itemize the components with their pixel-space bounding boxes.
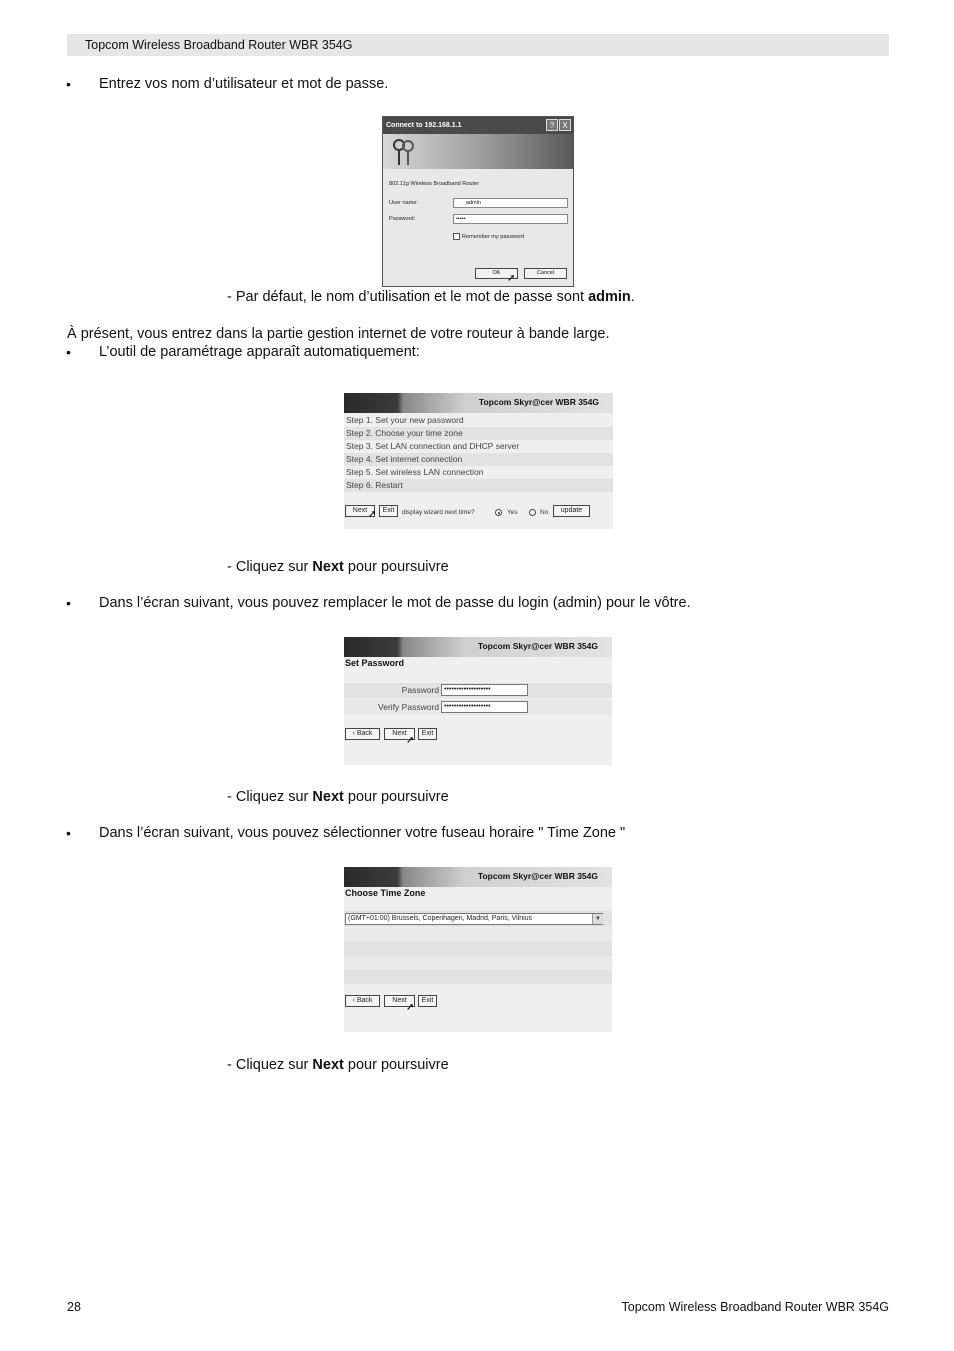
exit-button[interactable]: Exit xyxy=(418,728,437,740)
footer-title: Topcom Wireless Broadband Router WBR 354G xyxy=(621,1300,889,1314)
bullet-text-timezone: Dans l’écran suivant, vous pouvez sélectionner votre fuseau horaire " Time Zone " xyxy=(99,825,626,841)
ok-button[interactable]: OK xyxy=(475,268,518,279)
exit-button[interactable]: Exit xyxy=(379,505,398,517)
help-button[interactable]: ? xyxy=(546,119,558,131)
remember-checkbox[interactable] xyxy=(453,233,460,240)
wizard-step: Step 6. Restart xyxy=(344,479,613,492)
wizard-step: Step 3. Set LAN connection and DHCP server xyxy=(346,441,520,451)
remember-label: Remember my password xyxy=(462,234,525,240)
wizard-step: Step 5. Set wireless LAN connection xyxy=(346,467,484,477)
next-button[interactable]: Next xyxy=(345,505,375,517)
mouse-cursor-icon: ➚ xyxy=(507,273,516,284)
verify-password-field[interactable]: ••••••••••••••••••• xyxy=(441,701,528,713)
default-credentials-note: - Par défaut, le nom d’utilisation et le mot de passe sont admin. xyxy=(227,289,635,305)
bullet-text-login: Entrez vos nom d’utilisateur et mot de passe. xyxy=(99,76,389,92)
password-label: Password xyxy=(401,685,439,695)
next-button[interactable]: Next xyxy=(384,995,415,1007)
no-label: No xyxy=(540,509,549,516)
form-row xyxy=(344,942,612,956)
dialog-banner xyxy=(383,134,573,169)
set-password-panel xyxy=(344,637,612,765)
update-button[interactable]: update xyxy=(553,505,590,517)
close-button[interactable]: X xyxy=(559,119,571,131)
realm-text: 802.11g Wireless Broadband Router xyxy=(389,181,480,187)
header-title: Topcom Wireless Broadband Router WBR 354G xyxy=(85,38,353,52)
mouse-cursor-icon: ➚ xyxy=(406,1002,415,1013)
page-number: 28 xyxy=(67,1300,81,1314)
yes-radio[interactable] xyxy=(495,509,502,516)
bullet-marker: • xyxy=(66,344,71,360)
verify-password-label: Verify Password xyxy=(378,702,439,712)
click-next-note: - Cliquez sur Next pour poursuivre xyxy=(227,1057,449,1073)
password-field[interactable]: ••••••••••••••••••• xyxy=(441,684,528,696)
bullet-text-password: Dans l’écran suivant, vous pouvez remplacer le mot de passe du login (admin) pour le vôtre. xyxy=(99,595,691,611)
form-row xyxy=(344,928,612,942)
bullet-marker: • xyxy=(66,825,71,841)
back-button[interactable]: ‹ Back xyxy=(345,995,380,1007)
username-label: User name: xyxy=(389,200,418,206)
bullet-marker: • xyxy=(66,595,71,611)
wizard-panel xyxy=(344,393,613,529)
display-wizard-label: display wizard next time? xyxy=(402,509,475,516)
brand-label: Topcom Skyr@cer WBR 354G xyxy=(478,397,599,407)
panel-title: Choose Time Zone xyxy=(345,888,426,898)
mouse-cursor-icon: ➚ xyxy=(368,509,377,520)
chevron-down-icon[interactable]: ▼ xyxy=(592,914,603,924)
wizard-step: Step 2. Choose your time zone xyxy=(344,427,613,440)
panel-title: Set Password xyxy=(345,658,405,668)
password-field[interactable]: ••••• xyxy=(453,214,568,224)
form-row xyxy=(344,970,612,984)
cancel-button[interactable]: Cancel xyxy=(524,268,567,279)
brand-label: Topcom Skyr@cer WBR 354G xyxy=(477,641,598,651)
time-zone-panel xyxy=(344,867,612,1032)
keys-icon xyxy=(391,137,417,167)
password-label: Password: xyxy=(389,216,416,222)
login-dialog xyxy=(382,116,574,287)
time-zone-select[interactable]: (GMT+01:00) Brussels, Copenhagen, Madrid, Paris, Vilnius xyxy=(345,913,603,925)
brand-label: Topcom Skyr@cer WBR 354G xyxy=(477,871,598,881)
mouse-cursor-icon: ➚ xyxy=(406,735,415,746)
next-button[interactable]: Next xyxy=(384,728,415,740)
exit-button[interactable]: Exit xyxy=(418,995,437,1007)
back-button[interactable]: ‹ Back xyxy=(345,728,380,740)
wizard-step: Step 4. Set internet connection xyxy=(344,453,613,466)
bullet-text-wizard: L’outil de paramétrage apparaît automatiquement: xyxy=(99,344,420,360)
click-next-note: - Cliquez sur Next pour poursuivre xyxy=(227,559,449,575)
click-next-note: - Cliquez sur Next pour poursuivre xyxy=(227,789,449,805)
form-row xyxy=(344,956,612,970)
username-field[interactable]: admin xyxy=(453,198,568,208)
dialog-title: Connect to 192.168.1.1 xyxy=(383,117,573,134)
bullet-marker: • xyxy=(66,76,71,92)
intro-paragraph: À présent, vous entrez dans la partie gestion internet de votre routeur à bande large. xyxy=(67,326,610,342)
wizard-step: Step 1. Set your new password xyxy=(346,415,464,425)
no-radio[interactable] xyxy=(529,509,536,516)
yes-label: Yes xyxy=(507,509,518,516)
